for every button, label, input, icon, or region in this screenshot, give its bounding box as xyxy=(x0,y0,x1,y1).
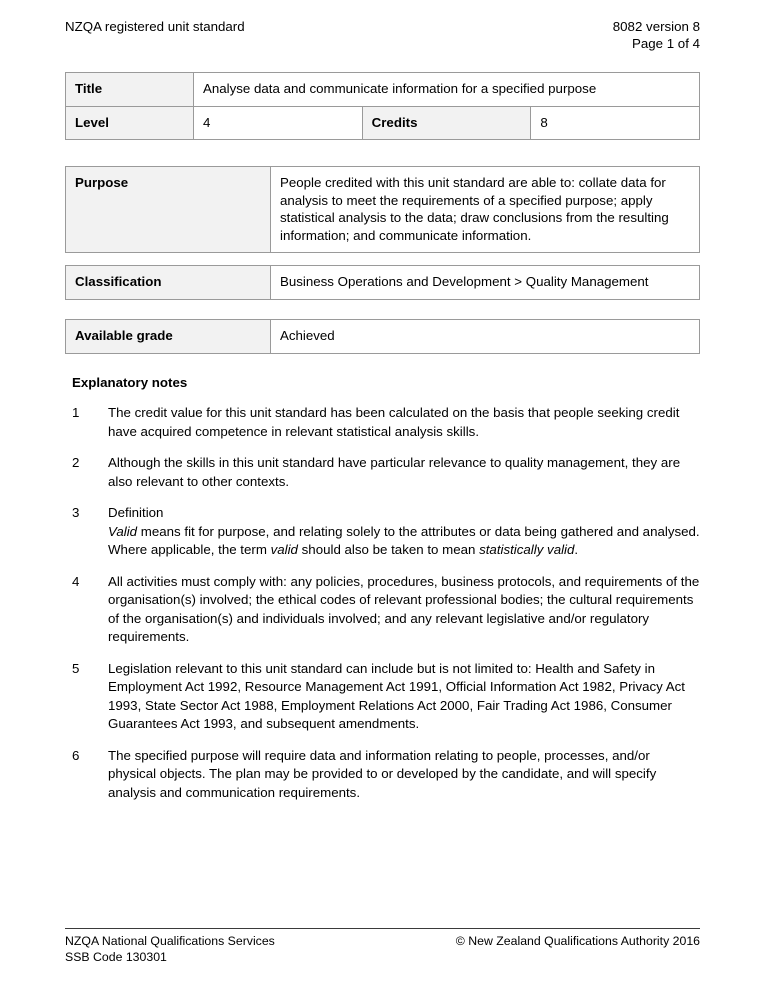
explanatory-note-text: Although the skills in this unit standard have particular relevance to quality management, they are also relevant to other contexts. xyxy=(108,455,681,489)
credits-value: 8 xyxy=(531,106,700,140)
explanatory-note xyxy=(72,660,700,734)
purpose-value: People credited with this unit standard are able to: collate data for analysis to meet the requirements of a specified purpose; apply statistical analysis to the data; draw conclusions from the resulting information; and communicate information. xyxy=(271,167,700,253)
footer-ssb-code: SSB Code 130301 xyxy=(65,949,167,964)
explanatory-note-body xyxy=(108,573,700,647)
table-row-level-credits xyxy=(66,106,700,140)
explanatory-note-body xyxy=(108,660,700,734)
header-standard-version: 8082 version 8 xyxy=(612,19,700,34)
note-text-fragment: . xyxy=(574,542,579,557)
explanatory-note-text xyxy=(108,523,700,560)
credits-label: Credits xyxy=(362,106,531,140)
purpose-table xyxy=(65,166,700,253)
classification-table xyxy=(65,265,700,300)
available-grade-table xyxy=(65,319,700,354)
footer-organisation-block xyxy=(65,934,275,965)
explanatory-note xyxy=(72,747,700,803)
table-row-available-grade xyxy=(66,320,700,354)
explanatory-note-body xyxy=(108,454,700,491)
classification-label: Classification xyxy=(66,266,271,300)
level-label: Level xyxy=(66,106,194,140)
explanatory-note xyxy=(72,454,700,491)
explanatory-note-subheading: Definition xyxy=(108,505,164,520)
available-grade-value: Achieved xyxy=(271,320,700,354)
emphasised-term: Valid xyxy=(108,523,138,539)
note-text-fragment: means fit for purpose, and relating solely to the attributes or data being gathered and analysed. Where applicable, the term xyxy=(108,523,700,557)
explanatory-note xyxy=(72,404,700,441)
title-label: Title xyxy=(66,73,194,107)
explanatory-note-body xyxy=(108,504,700,560)
header-page-number: Page 1 of 4 xyxy=(631,36,700,51)
table-row-classification xyxy=(66,266,700,300)
explanatory-note-text: Legislation relevant to this unit standard can include but is not limited to: Health and Safety in Employment Act 1992, Resource Management Act 1991, Official Information Act 1982, Privacy Act 1993, State Sector Act 1988, Employment Relations Act 2000, Fair Trading Act 1986, Consumer Guarantees Act 1993, and subsequent amendments. xyxy=(108,660,685,731)
explanatory-note-text: The specified purpose will require data and information relating to people, processes, and/or physical objects. The plan may be provided to or developed by the candidate, and will specify analysis and communication requirements. xyxy=(108,747,657,800)
explanatory-note-text: The credit value for this unit standard has been calculated on the basis that people seeking credit have acquired competence in relevant statistical analysis skills. xyxy=(108,405,680,439)
explanatory-note-body xyxy=(108,404,700,441)
classification-value: Business Operations and Development > Quality Management xyxy=(271,266,700,300)
explanatory-notes-heading: Explanatory notes xyxy=(72,375,188,390)
explanatory-note-number: 3 xyxy=(72,505,80,520)
header-document-type: NZQA registered unit standard xyxy=(65,19,245,34)
note-text-fragment: should also be taken to mean xyxy=(297,542,480,557)
emphasised-term: valid xyxy=(270,542,298,557)
explanatory-note-text: All activities must comply with: any policies, procedures, business protocols, and requirements of the organisation(s) involved; the ethical codes of relevant professional bodies; the cultural requirements of the organisation(s) and individuals involved; and any relevant legislative and/or regulatory requirements. xyxy=(108,573,700,644)
emphasised-term: statistically valid xyxy=(479,542,575,557)
explanatory-note-number: 1 xyxy=(72,405,80,420)
title-value: Analyse data and communicate information for a specified purpose xyxy=(194,73,700,107)
explanatory-note xyxy=(72,573,700,647)
available-grade-label: Available grade xyxy=(66,320,271,354)
table-row-title xyxy=(66,73,700,107)
explanatory-note-number: 4 xyxy=(72,573,80,589)
table-row-purpose xyxy=(66,167,700,253)
page-footer xyxy=(65,934,700,965)
footer-divider xyxy=(65,928,700,929)
title-table xyxy=(65,72,700,140)
explanatory-notes-list xyxy=(72,404,700,815)
explanatory-note xyxy=(72,504,700,560)
explanatory-note-number: 6 xyxy=(72,747,80,763)
footer-organisation: NZQA National Qualifications Services xyxy=(65,934,275,948)
level-value: 4 xyxy=(194,106,363,140)
page-header xyxy=(65,18,700,52)
explanatory-note-number: 2 xyxy=(72,455,80,470)
footer-copyright: © New Zealand Qualifications Authority 2016 xyxy=(455,934,700,948)
explanatory-note-body xyxy=(108,747,700,803)
explanatory-note-number: 5 xyxy=(72,660,80,676)
purpose-label: Purpose xyxy=(66,167,271,253)
header-version-block xyxy=(613,18,700,52)
